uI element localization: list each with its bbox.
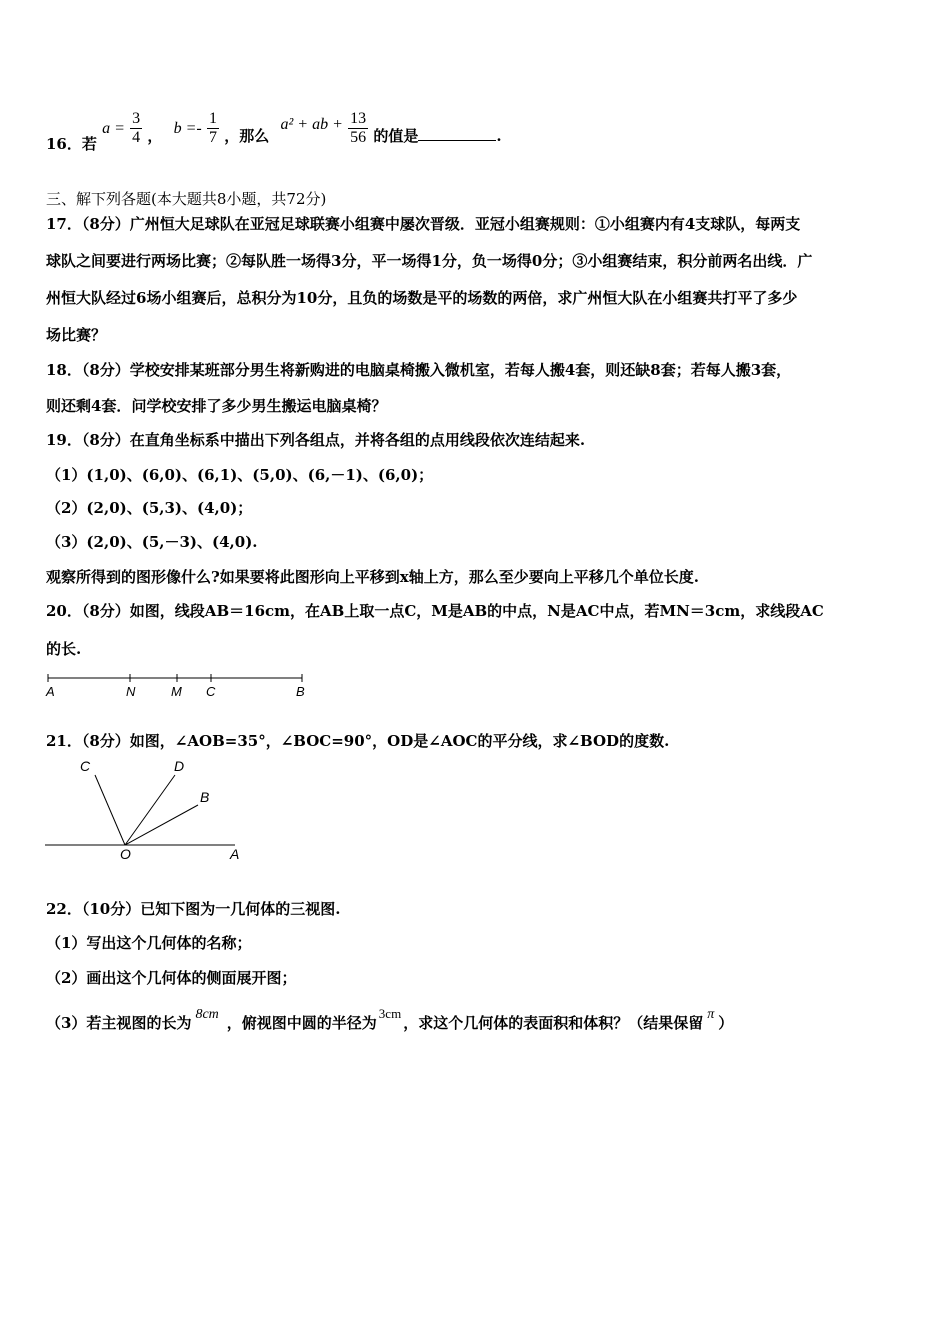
q21-line-1: 21．（8分）如图，∠AOB=35°，∠BOC=90°，OD是∠AOC的平分线，求∠BOD的度数. <box>46 732 670 750</box>
ray-label-a: A <box>230 846 240 862</box>
q18-line-2: 则还剩4套．问学校安排了多少男生搬运电脑桌椅？ <box>46 397 387 415</box>
q16-separator: ， <box>147 126 163 145</box>
q16-c-fraction <box>348 110 368 147</box>
section-3-title: 三、解下列各题(本大题共8小题，共72分) <box>46 190 327 208</box>
question-16 <box>46 104 502 153</box>
q22-item-3-part-d: ） <box>718 1014 734 1032</box>
ray-label-c: C <box>80 758 91 774</box>
q19-item-3: （3）(2,0)、(5,－3)、(4,0). <box>46 533 258 551</box>
ray-label-b: B <box>200 789 210 805</box>
pi-symbol: π <box>707 1007 715 1022</box>
q22-item-3 <box>46 1006 734 1033</box>
q22-item-1: （1）写出这个几何体的名称； <box>46 934 252 952</box>
q22-item-3-part-a: （3）若主视图的长为 <box>46 1014 192 1032</box>
q16-b-denominator: 7 <box>208 129 217 146</box>
q17-line-4: 场比赛？ <box>46 326 107 344</box>
point-label-c: C <box>206 684 216 699</box>
q16-a-denominator: 4 <box>132 129 141 146</box>
q16-c-numerator: 13 <box>350 110 367 127</box>
q20-line-1: 20．（8分）如图，线段AB＝16cm，在AB上取一点C，M是AB的中点，N是AC中点，若MN＝3cm，求线段AC <box>46 602 824 620</box>
q16-b-fraction <box>207 110 219 147</box>
q16-b-lhs: b =- <box>173 119 202 137</box>
point-label-n: N <box>126 684 136 699</box>
q17-line-1: 17．（8分）广州恒大足球队在亚冠足球联赛小组赛中屡次晋级．亚冠小组赛规则：①小组赛内有4支球队，每两支 <box>46 215 801 233</box>
q16-number: 16．若 <box>46 134 97 153</box>
q16-a-lhs: a = <box>102 119 125 137</box>
q17-line-2: 球队之间要进行两场比赛；②每队胜一场得3分，平一场得1分，负一场得0分；③小组赛结束，积分前两名出线．广 <box>46 252 813 270</box>
q16-a-numerator: 3 <box>132 110 141 127</box>
q19-item-2: （2）(2,0)、(5,3)、(4,0)； <box>46 499 253 517</box>
point-label-a: A <box>46 684 55 699</box>
q19-observe: 观察所得到的图形像什么?如果要将此图形向上平移到x轴上方，那么至少要向上平移几个单位长度. <box>46 568 699 586</box>
q16-a-fraction <box>130 110 142 147</box>
answer-blank <box>418 126 496 141</box>
ray-label-d: D <box>174 758 185 774</box>
q19-item-1: （1）(1,0)、(6,0)、(6,1)、(5,0)、(6,－1)、(6,0)； <box>46 466 434 484</box>
q18-line-1: 18．（8分）学校安排某班部分男生将新购进的电脑桌椅搬入微机室，若每人搬4套，则还缺8套；若每人搬3套， <box>46 361 792 379</box>
point-label-b: B <box>296 684 305 699</box>
q16-end: . <box>496 126 502 145</box>
q22-length-value: 8cm <box>195 1007 219 1022</box>
q22-item-2: （2）画出这个几何体的侧面展开图； <box>46 969 297 987</box>
point-label-m: M <box>171 684 182 699</box>
q16-expression: a² + ab + <box>280 115 343 133</box>
q19-intro: 19．（8分）在直角坐标系中描出下列各组点，并将各组的点用线段依次连结起来. <box>46 431 586 449</box>
q20-line-2: 的长. <box>46 640 82 658</box>
q16-tail: 的值是 <box>373 126 419 145</box>
q22-intro: 22．（10分）已知下图为一几何体的三视图. <box>46 900 341 918</box>
vertex-label-o: O <box>120 846 131 862</box>
q16-b-numerator: 1 <box>208 110 217 127</box>
q22-item-3-part-b: ，俯视图中圆的半径为 <box>226 1014 377 1032</box>
q16-then: ，那么 <box>224 126 270 145</box>
q17-line-3: 州恒大队经过6场小组赛后，总积分为10分，且负的场数是平的场数的两倍，求广州恒大队在小组赛共打平了多少 <box>46 289 798 307</box>
q22-item-3-part-c: ，求这个几何体的表面积和体积？（结果保留 <box>403 1014 704 1032</box>
q21-angle-figure <box>40 755 250 865</box>
q22-radius-value: 3cm <box>378 1006 402 1021</box>
q16-c-denominator: 56 <box>350 129 367 146</box>
